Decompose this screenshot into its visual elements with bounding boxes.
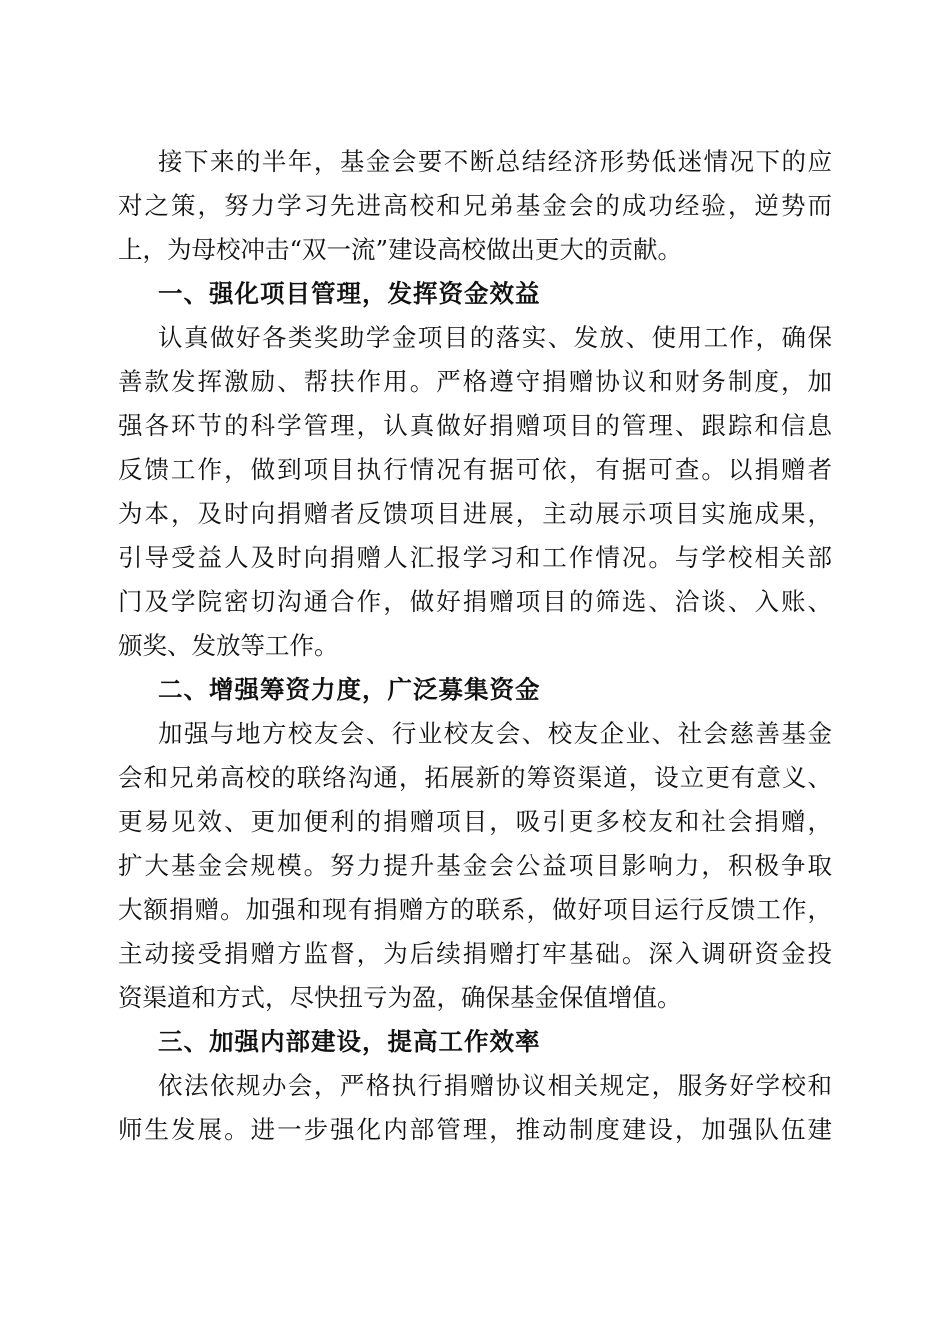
paragraph-line: 师生发展。进一步强化内部管理，推动制度建设，加强队伍建 bbox=[118, 1115, 832, 1144]
intro-paragraph bbox=[118, 140, 832, 272]
section-heading-1: 一、强化项目管理，发挥资金效益 bbox=[158, 279, 541, 308]
paragraph-line: 引导受益人及时向捐赠人汇报学习和工作情况。与学校相关部 bbox=[118, 543, 832, 572]
paragraph-line: 会和兄弟高校的联络沟通，拓展新的筹资渠道，设立更有意义、 bbox=[118, 763, 832, 792]
section-heading-2: 二、增强筹资力度，广泛募集资金 bbox=[158, 675, 541, 704]
paragraph-line: 颁奖、发放等工作。 bbox=[118, 631, 339, 660]
section-1-paragraph bbox=[118, 316, 832, 668]
paragraph-line: 对之策，努力学习先进高校和兄弟基金会的成功经验，逆势而 bbox=[118, 191, 832, 220]
paragraph-line: 善款发挥激励、帮扶作用。严格遵守捐赠协议和财务制度，加 bbox=[118, 367, 832, 396]
document-page bbox=[118, 140, 832, 1152]
section-heading-3: 三、加强内部建设，提高工作效率 bbox=[158, 1027, 541, 1056]
paragraph-line: 依法依规办会，严格执行捐赠协议相关规定，服务好学校和 bbox=[158, 1071, 832, 1100]
paragraph-line: 加强与地方校友会、行业校友会、校友企业、社会慈善基金 bbox=[158, 719, 832, 748]
paragraph-line: 扩大基金会规模。努力提升基金会公益项目影响力，积极争取 bbox=[118, 851, 832, 880]
paragraph-line: 主动接受捐赠方监督，为后续捐赠打牢基础。深入调研资金投 bbox=[118, 939, 832, 968]
paragraph-line: 反馈工作，做到项目执行情况有据可依，有据可查。以捐赠者 bbox=[118, 455, 832, 484]
paragraph-line: 大额捐赠。加强和现有捐赠方的联系，做好项目运行反馈工作， bbox=[118, 895, 832, 924]
section-2-paragraph bbox=[118, 712, 832, 1020]
paragraph-line: 为本，及时向捐赠者反馈项目进展，主动展示项目实施成果， bbox=[118, 499, 832, 528]
paragraph-line: 强各环节的科学管理，认真做好捐赠项目的管理、跟踪和信息 bbox=[118, 411, 832, 440]
paragraph-line: 接下来的半年，基金会要不断总结经济形势低迷情况下的应 bbox=[158, 147, 832, 176]
paragraph-line: 认真做好各类奖助学金项目的落实、发放、使用工作，确保 bbox=[158, 323, 832, 352]
section-3-paragraph bbox=[118, 1064, 832, 1152]
paragraph-line: 更易见效、更加便利的捐赠项目，吸引更多校友和社会捐赠， bbox=[118, 807, 832, 836]
paragraph-line: 上，为母校冲击“双一流”建设高校做出更大的贡献。 bbox=[118, 235, 683, 264]
paragraph-line: 门及学院密切沟通合作，做好捐赠项目的筛选、洽谈、入账、 bbox=[118, 587, 832, 616]
paragraph-line: 资渠道和方式，尽快扭亏为盈，确保基金保值增值。 bbox=[118, 983, 682, 1012]
